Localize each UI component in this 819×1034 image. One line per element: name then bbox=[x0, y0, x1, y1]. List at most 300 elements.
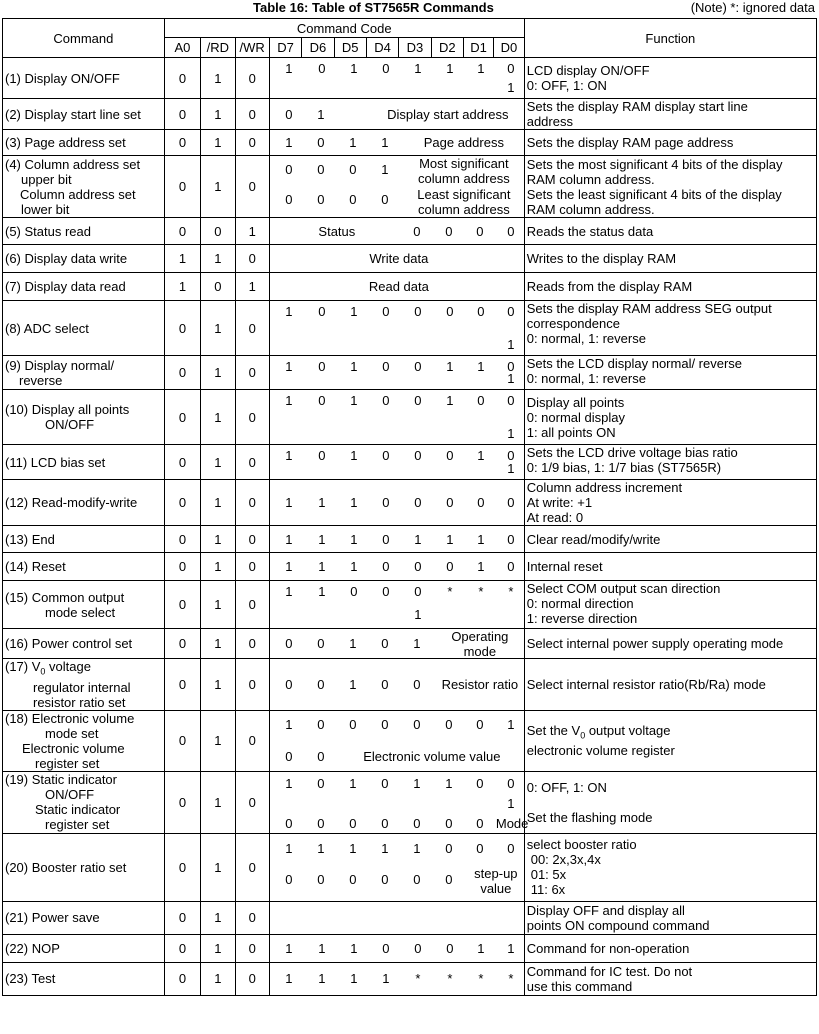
bit-value: 1 bbox=[507, 940, 515, 956]
function-description bbox=[524, 480, 816, 526]
command-name-line: Electronic volume bbox=[22, 740, 125, 756]
table-row bbox=[3, 356, 817, 390]
table-caption bbox=[0, 0, 819, 16]
bit-value: 1 bbox=[414, 531, 422, 547]
command-name bbox=[3, 301, 165, 356]
pin-wr: 0 bbox=[235, 480, 269, 526]
bit-value: 1 bbox=[477, 448, 485, 463]
function-description bbox=[524, 962, 816, 995]
function-line: Set the flashing mode bbox=[526, 809, 653, 825]
pin-wr: 0 bbox=[235, 771, 269, 833]
pin-a0: 0 bbox=[164, 934, 200, 962]
bit-fields bbox=[269, 245, 524, 273]
bit-value: 0 bbox=[507, 223, 515, 239]
pin-wr: 0 bbox=[235, 710, 269, 771]
bit-field-box bbox=[272, 581, 522, 628]
bit-value: 1 bbox=[350, 495, 358, 510]
function-text: Set the V bbox=[526, 722, 581, 738]
bit-value: 1 bbox=[350, 448, 358, 463]
bit-value: 1 bbox=[350, 531, 358, 547]
command-name-line: Column address set bbox=[20, 186, 136, 202]
bit-value: 0 bbox=[285, 676, 293, 692]
bit-value: 1 bbox=[507, 337, 515, 352]
bit-value: 0 bbox=[477, 393, 485, 408]
bit-value: 0 bbox=[318, 61, 326, 76]
pin-a0: 0 bbox=[164, 156, 200, 218]
pin-a0: 0 bbox=[164, 301, 200, 356]
pin-wr: 0 bbox=[235, 130, 269, 156]
function-description bbox=[524, 273, 816, 301]
function-line: Writes to the display RAM bbox=[526, 251, 677, 266]
bit-field-text: value bbox=[480, 880, 512, 896]
bit-value: 1 bbox=[350, 559, 358, 574]
bit-value: 0 bbox=[477, 304, 485, 319]
bit-field-box bbox=[272, 711, 522, 771]
function-line: Display all points bbox=[526, 394, 625, 410]
pin-a0: 0 bbox=[164, 218, 200, 245]
bit-value: 0 bbox=[317, 192, 325, 207]
bit-value: 0 bbox=[317, 716, 325, 732]
bit-value: 0 bbox=[381, 636, 389, 651]
bit-field-box bbox=[272, 834, 522, 901]
bit-value: 1 bbox=[445, 775, 453, 791]
bit-value: 1 bbox=[285, 61, 293, 76]
command-name bbox=[3, 218, 165, 245]
pin-rd: 1 bbox=[201, 245, 235, 273]
command-name-line: mode set bbox=[45, 725, 99, 741]
bit-field-text: mode bbox=[463, 644, 497, 659]
bit-value: 1 bbox=[350, 304, 358, 319]
pin-wr: 0 bbox=[235, 581, 269, 629]
function-description bbox=[524, 710, 816, 771]
bit-value: 0 bbox=[446, 448, 454, 463]
bit-value: 1 bbox=[318, 531, 326, 547]
bit-value: 0 bbox=[382, 359, 390, 374]
bit-value: 0 bbox=[349, 192, 357, 207]
bit-value: 0 bbox=[477, 495, 485, 510]
pin-a0: 0 bbox=[164, 356, 200, 390]
command-name-line: (15) Common output bbox=[5, 589, 125, 605]
pin-rd: 0 bbox=[201, 218, 235, 245]
bit-value: 1 bbox=[285, 304, 293, 319]
command-name-line: (2) Display start line set bbox=[5, 106, 141, 122]
bit-value: 0 bbox=[285, 106, 293, 122]
bit-value: 0 bbox=[382, 940, 390, 956]
pin-rd: 1 bbox=[201, 629, 235, 659]
function-line: 1: all points ON bbox=[526, 424, 616, 440]
function-description bbox=[524, 553, 816, 581]
table-row bbox=[3, 156, 817, 218]
function-description bbox=[524, 356, 816, 390]
table-row bbox=[3, 526, 817, 553]
bit-value: 1 bbox=[446, 359, 454, 374]
pin-a0: 0 bbox=[164, 962, 200, 995]
bit-value: 0 bbox=[507, 304, 515, 319]
function-description bbox=[524, 301, 816, 356]
bit-value: 0 bbox=[414, 495, 422, 510]
pin-rd: 1 bbox=[201, 356, 235, 390]
command-name-line: (13) End bbox=[5, 531, 55, 547]
function-description bbox=[524, 581, 816, 629]
command-name-line: upper bit bbox=[21, 171, 72, 187]
function-line: Sets the LCD display normal/ reverse bbox=[526, 356, 743, 371]
command-name bbox=[3, 659, 165, 711]
bit-value: 0 bbox=[413, 223, 421, 239]
function-line: Display OFF and display all bbox=[526, 902, 685, 918]
bit-field-text: Status bbox=[318, 223, 356, 239]
command-name-line: (7) Display data read bbox=[5, 279, 126, 294]
function-description bbox=[524, 58, 816, 99]
bit-field-box bbox=[272, 245, 522, 272]
bit-value: 0 bbox=[507, 448, 515, 463]
function-line: 0: 1/9 bias, 1: 1/7 bias (ST7565R) bbox=[526, 460, 722, 475]
bit-fields bbox=[269, 833, 524, 901]
function-line: Command for IC test. Do not bbox=[526, 963, 693, 979]
bit-value: 0 bbox=[414, 940, 422, 956]
header-col-d0: D0 bbox=[494, 38, 524, 58]
bit-value: 0 bbox=[507, 840, 515, 856]
command-name bbox=[3, 480, 165, 526]
function-line bbox=[527, 723, 814, 744]
bit-value: 1 bbox=[414, 61, 422, 76]
pin-a0: 0 bbox=[164, 553, 200, 581]
function-description bbox=[524, 934, 816, 962]
command-name bbox=[3, 833, 165, 901]
table-row bbox=[3, 901, 817, 934]
pin-rd: 1 bbox=[201, 480, 235, 526]
bit-value: 0 bbox=[414, 304, 422, 319]
bit-field-text: Electronic volume value bbox=[363, 748, 501, 764]
bit-field-box bbox=[272, 156, 522, 217]
command-name-line: (10) Display all points bbox=[5, 402, 130, 417]
bit-value: 1 bbox=[285, 971, 293, 987]
bit-value: 0 bbox=[349, 162, 357, 177]
table-row bbox=[3, 962, 817, 995]
bit-value: 1 bbox=[285, 716, 293, 732]
pin-wr: 0 bbox=[235, 99, 269, 130]
bit-field-box bbox=[272, 100, 522, 129]
pin-a0: 1 bbox=[164, 273, 200, 301]
command-name bbox=[3, 445, 165, 480]
bit-value: 0 bbox=[381, 716, 389, 732]
header-col-a0: A0 bbox=[164, 38, 200, 58]
bit-value: 1 bbox=[507, 461, 515, 476]
command-name bbox=[3, 629, 165, 659]
header-col-d5: D5 bbox=[334, 38, 366, 58]
table-row bbox=[3, 480, 817, 526]
function-description bbox=[524, 390, 816, 445]
bit-value: 0 bbox=[507, 775, 515, 791]
command-name-line: (11) LCD bias set bbox=[5, 454, 106, 470]
command-name-line: Static indicator bbox=[35, 802, 121, 818]
function-line: Column address increment bbox=[526, 480, 683, 495]
pin-rd: 1 bbox=[201, 553, 235, 581]
bit-value: 1 bbox=[413, 840, 421, 856]
command-name bbox=[3, 710, 165, 771]
command-name-line: (9) Display normal/ bbox=[5, 357, 115, 373]
bit-value: 1 bbox=[381, 840, 389, 856]
table-row bbox=[3, 553, 817, 581]
bit-value: 1 bbox=[414, 607, 422, 622]
bit-field-box bbox=[272, 902, 522, 934]
command-name bbox=[3, 771, 165, 833]
bit-fields bbox=[269, 156, 524, 218]
bit-fields bbox=[269, 934, 524, 962]
table-row bbox=[3, 833, 817, 901]
pin-wr: 0 bbox=[235, 901, 269, 934]
function-line: select booster ratio bbox=[526, 837, 637, 853]
table-row bbox=[3, 629, 817, 659]
bit-value: 0 bbox=[414, 359, 422, 374]
command-name-part: voltage bbox=[45, 659, 91, 674]
command-name-line: ON/OFF bbox=[45, 787, 95, 803]
function-line: 0: OFF, 1: ON bbox=[526, 779, 607, 795]
pin-a0: 0 bbox=[164, 526, 200, 553]
bit-fields bbox=[269, 526, 524, 553]
function-line: At read: 0 bbox=[526, 510, 584, 525]
bit-value: 1 bbox=[381, 135, 389, 150]
command-name-line: (16) Power control set bbox=[5, 636, 133, 651]
header-command: Command bbox=[3, 19, 165, 58]
bit-value: 0 bbox=[317, 748, 325, 764]
bit-value: 0 bbox=[507, 61, 515, 76]
bit-fields bbox=[269, 710, 524, 771]
bit-value: * bbox=[447, 584, 453, 599]
pin-rd: 1 bbox=[201, 445, 235, 480]
function-line: Sets the most significant 4 bits of the display bbox=[526, 156, 783, 172]
bit-field-box bbox=[272, 662, 522, 706]
table-row bbox=[3, 245, 817, 273]
pin-wr: 0 bbox=[235, 833, 269, 901]
function-line: Reads the status data bbox=[526, 223, 654, 239]
pin-wr: 0 bbox=[235, 553, 269, 581]
pin-a0: 0 bbox=[164, 833, 200, 901]
bit-value: 0 bbox=[446, 304, 454, 319]
bit-value: 0 bbox=[446, 495, 454, 510]
bit-value: 0 bbox=[285, 871, 293, 887]
bit-field-box bbox=[272, 445, 522, 479]
table-row bbox=[3, 710, 817, 771]
command-name bbox=[3, 934, 165, 962]
function-line: Sets the display RAM address SEG output bbox=[526, 301, 772, 316]
bit-value: 0 bbox=[476, 775, 484, 791]
bit-value: 0 bbox=[285, 748, 293, 764]
bit-value: * bbox=[508, 971, 514, 987]
pin-a0: 0 bbox=[164, 771, 200, 833]
pin-rd: 1 bbox=[201, 934, 235, 962]
bit-value: 1 bbox=[317, 106, 325, 122]
bit-value: 1 bbox=[285, 940, 293, 956]
command-name bbox=[3, 581, 165, 629]
function-line: Sets the display RAM page address bbox=[526, 135, 734, 150]
bit-value: 1 bbox=[477, 559, 485, 574]
bit-value: 1 bbox=[350, 393, 358, 408]
bit-value: 0 bbox=[381, 815, 389, 831]
command-name bbox=[3, 553, 165, 581]
function-description bbox=[524, 659, 816, 711]
bit-value: 0 bbox=[381, 192, 389, 207]
bit-field-box bbox=[272, 273, 522, 300]
pin-a0: 0 bbox=[164, 480, 200, 526]
pin-a0: 0 bbox=[164, 659, 200, 711]
bit-value: 1 bbox=[349, 775, 357, 791]
function-description bbox=[524, 833, 816, 901]
function-line: 0: normal display bbox=[526, 409, 625, 425]
command-name-part: (17) V bbox=[5, 659, 41, 674]
function-description bbox=[524, 218, 816, 245]
command-name bbox=[3, 901, 165, 934]
pin-rd: 1 bbox=[201, 156, 235, 218]
bit-value: 1 bbox=[446, 531, 454, 547]
command-name bbox=[3, 245, 165, 273]
bit-value: 0 bbox=[381, 676, 389, 692]
bit-value: 0 bbox=[413, 676, 421, 692]
header-col-rd: /RD bbox=[201, 38, 235, 58]
table-row bbox=[3, 581, 817, 629]
bit-value: 1 bbox=[349, 840, 357, 856]
function-line: Clear read/modify/write bbox=[526, 531, 661, 547]
bit-value: 1 bbox=[446, 393, 454, 408]
pin-rd: 1 bbox=[201, 710, 235, 771]
command-name-line: register set bbox=[45, 817, 110, 833]
bit-fields bbox=[269, 901, 524, 934]
bit-value: 0 bbox=[382, 448, 390, 463]
bit-value: 1 bbox=[285, 359, 293, 374]
command-name-line: resistor ratio set bbox=[33, 694, 126, 710]
bit-fields bbox=[269, 273, 524, 301]
bit-value: 0 bbox=[382, 559, 390, 574]
pin-wr: 0 bbox=[235, 629, 269, 659]
bit-value: 0 bbox=[413, 871, 421, 887]
bit-value: 1 bbox=[413, 775, 421, 791]
bit-value: 0 bbox=[414, 584, 422, 599]
table-row bbox=[3, 99, 817, 130]
bit-value: 0 bbox=[382, 495, 390, 510]
bit-value: 1 bbox=[350, 940, 358, 956]
bit-value: 0 bbox=[285, 636, 293, 651]
bit-fields bbox=[269, 581, 524, 629]
command-name-line: (4) Column address set bbox=[5, 156, 141, 172]
pin-wr: 0 bbox=[235, 934, 269, 962]
bit-fields bbox=[269, 99, 524, 130]
bit-value: 0 bbox=[382, 393, 390, 408]
bit-value: 1 bbox=[507, 795, 515, 811]
bit-value: 1 bbox=[285, 448, 293, 463]
bit-value: 0 bbox=[382, 304, 390, 319]
command-name-line: regulator internal bbox=[33, 679, 131, 695]
command-name bbox=[3, 962, 165, 995]
bit-value: 0 bbox=[476, 716, 484, 732]
bit-field-text: Page address bbox=[423, 135, 504, 150]
command-name-line: ON/OFF bbox=[45, 417, 95, 432]
bit-fields bbox=[269, 301, 524, 356]
command-name bbox=[3, 156, 165, 218]
bit-fields bbox=[269, 553, 524, 581]
function-line: 0: OFF, 1: ON bbox=[526, 78, 607, 93]
function-line: address bbox=[526, 114, 573, 129]
pin-rd: 0 bbox=[201, 273, 235, 301]
command-name-subscript: 0 bbox=[40, 666, 46, 677]
bit-value: 0 bbox=[285, 815, 293, 831]
pin-wr: 1 bbox=[235, 273, 269, 301]
header-col-d1: D1 bbox=[463, 38, 493, 58]
bit-value: 0 bbox=[445, 871, 453, 887]
pin-rd: 1 bbox=[201, 901, 235, 934]
bit-value: 0 bbox=[349, 815, 357, 831]
bit-field-text: Read data bbox=[368, 279, 429, 294]
header-command-code: Command Code bbox=[164, 19, 524, 38]
bit-value: 1 bbox=[446, 61, 454, 76]
command-name bbox=[3, 356, 165, 390]
function-description bbox=[524, 99, 816, 130]
pin-wr: 0 bbox=[235, 445, 269, 480]
bit-field-text: Mode bbox=[495, 815, 529, 831]
bit-value: 0 bbox=[382, 61, 390, 76]
bit-value: 1 bbox=[413, 636, 421, 651]
bit-value: 0 bbox=[318, 448, 326, 463]
bit-value: 1 bbox=[477, 359, 485, 374]
bit-value: 1 bbox=[317, 840, 325, 856]
pin-wr: 0 bbox=[235, 962, 269, 995]
function-description bbox=[524, 445, 816, 480]
bit-value: 1 bbox=[285, 135, 293, 150]
bit-value: 1 bbox=[507, 371, 515, 386]
function-line: Sets the LCD drive voltage bias ratio bbox=[526, 445, 738, 460]
table-row bbox=[3, 445, 817, 480]
command-name-line: mode select bbox=[45, 604, 116, 620]
table-row bbox=[3, 390, 817, 445]
bit-value: 0 bbox=[349, 716, 357, 732]
header-col-d6: D6 bbox=[302, 38, 334, 58]
bit-value: 0 bbox=[318, 304, 326, 319]
bit-value: 0 bbox=[318, 393, 326, 408]
bit-value: 0 bbox=[445, 716, 453, 732]
function-line: Internal reset bbox=[526, 559, 603, 574]
pin-wr: 0 bbox=[235, 526, 269, 553]
pin-rd: 1 bbox=[201, 771, 235, 833]
function-description bbox=[524, 245, 816, 273]
bit-field-box bbox=[272, 553, 522, 580]
command-name-line: reverse bbox=[19, 372, 63, 388]
bit-value: 0 bbox=[507, 359, 515, 374]
command-name bbox=[3, 58, 165, 99]
pin-a0: 0 bbox=[164, 629, 200, 659]
bit-value: 1 bbox=[350, 971, 358, 987]
bit-value: 1 bbox=[350, 61, 358, 76]
bit-value: 0 bbox=[285, 192, 293, 207]
bit-value: 1 bbox=[318, 971, 326, 987]
command-name-line: (8) ADC select bbox=[5, 320, 89, 336]
function-description bbox=[524, 629, 816, 659]
pin-wr: 0 bbox=[235, 659, 269, 711]
bit-fields bbox=[269, 480, 524, 526]
header-col-d2: D2 bbox=[431, 38, 463, 58]
bit-field-box bbox=[272, 58, 522, 98]
pin-a0: 0 bbox=[164, 130, 200, 156]
bit-value: 1 bbox=[285, 393, 293, 408]
function-description bbox=[524, 526, 816, 553]
function-description bbox=[524, 901, 816, 934]
bit-value: 1 bbox=[382, 971, 390, 987]
command-name-line: (6) Display data write bbox=[5, 251, 128, 266]
bit-value: 0 bbox=[318, 359, 326, 374]
pin-rd: 1 bbox=[201, 962, 235, 995]
command-name-line: (5) Status read bbox=[5, 223, 91, 239]
command-name-line: (14) Reset bbox=[5, 559, 66, 574]
function-line: Command for non-operation bbox=[526, 940, 690, 956]
bit-value: 1 bbox=[477, 940, 485, 956]
bit-value: 0 bbox=[445, 840, 453, 856]
